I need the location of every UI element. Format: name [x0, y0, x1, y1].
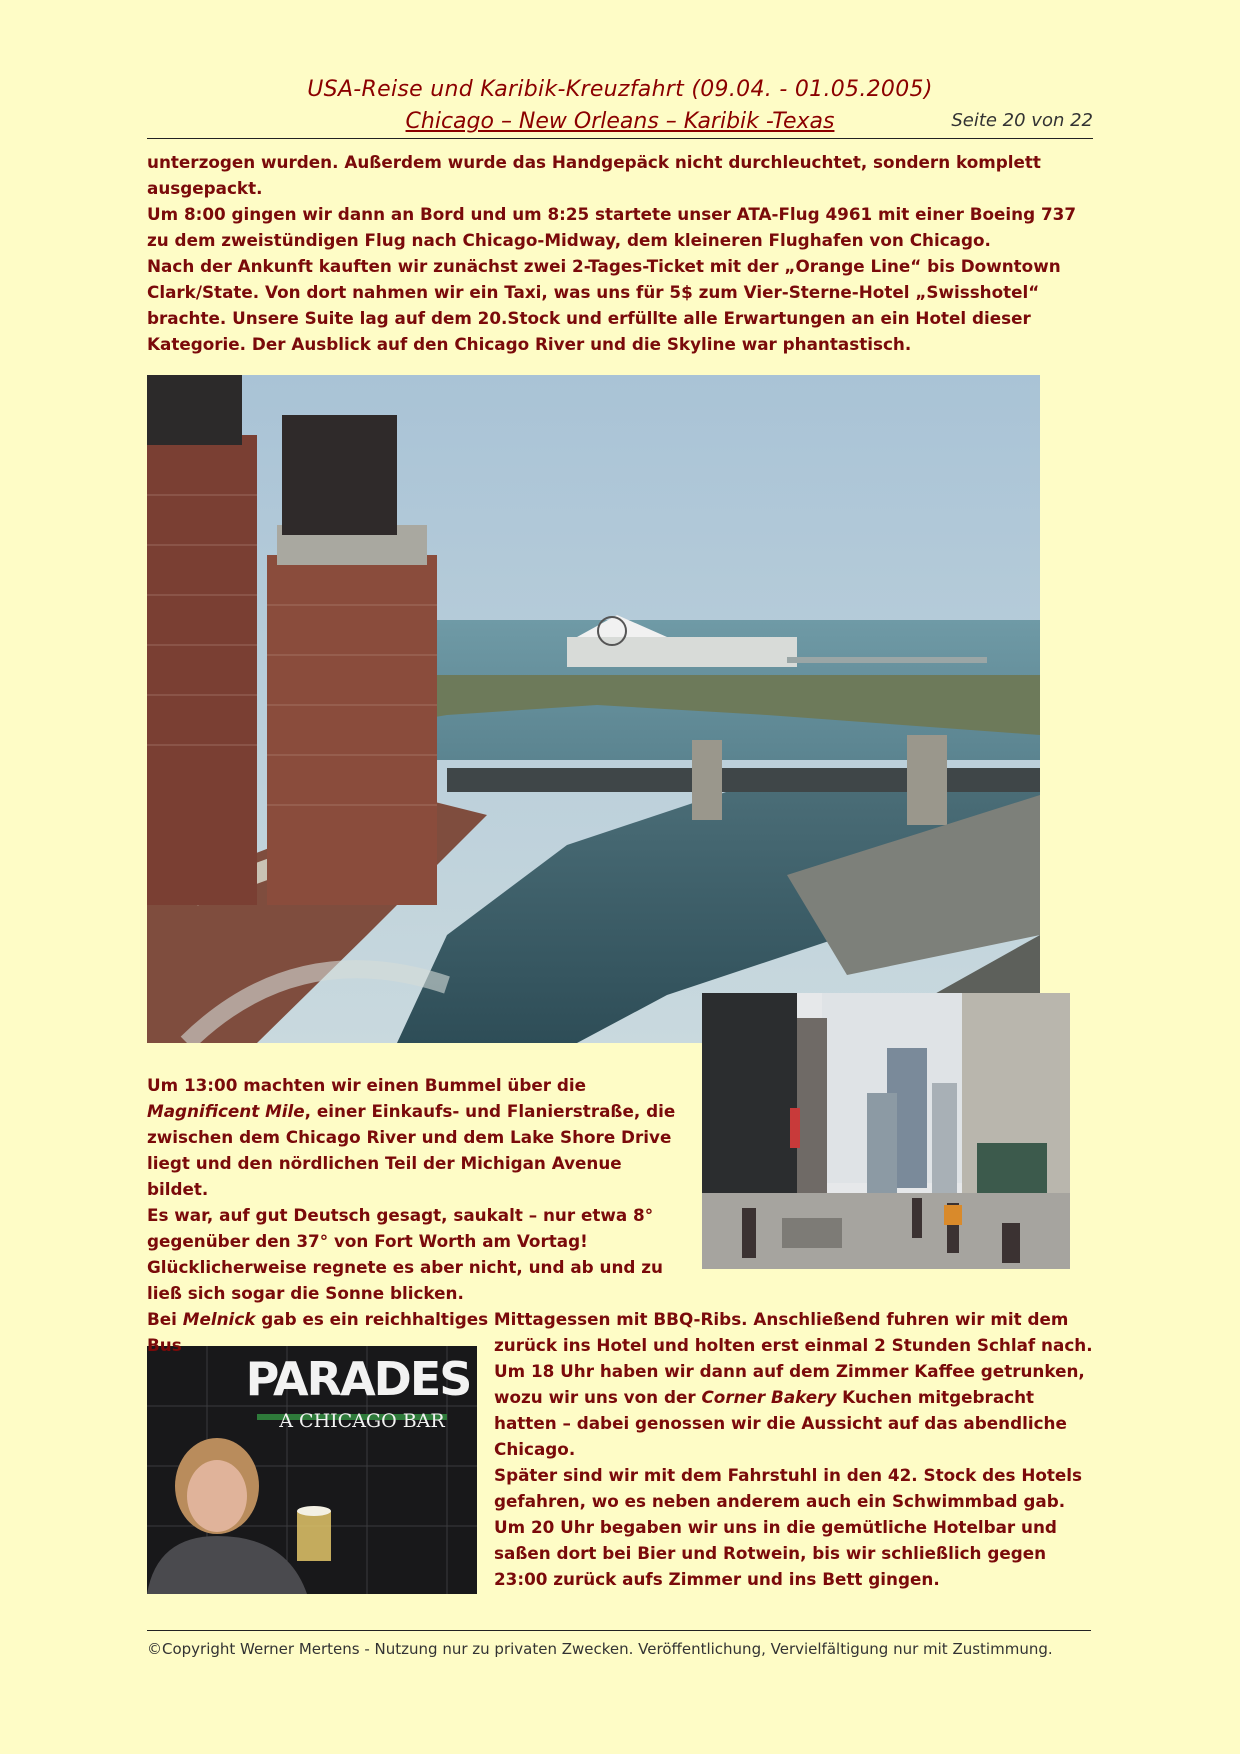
bar-sign-title: PARADES: [245, 1352, 471, 1406]
paragraph: [147, 1072, 687, 1202]
weather-text: [147, 1202, 687, 1306]
paragraph: Um 20 Uhr begaben wir uns in die gemütliche Hotelbar und saßen dort bei Bier und Rotwein, bis wir schließlich gegen 23:00 zurück aufs Zimmer und ins Bett gingen.: [494, 1517, 1057, 1589]
paragraph: Später sind wir mit dem Fahrstuhl in den 42. Stock des Hotels gefahren, wo es neben anderem auch ein Schwimmbad gab.: [494, 1465, 1083, 1511]
intro-text: [147, 149, 1097, 357]
text-run: Bei: [147, 1309, 183, 1329]
text-run: , einer Einkaufs- und Flanierstraße, die zwischen dem Chicago River und dem Lake Shore Drive liegt und den nördlichen Teil der Michigan Avenue bildet.: [147, 1101, 676, 1199]
hotel-bar-photo: [147, 1346, 477, 1594]
paragraph: Um 8:00 gingen wir dann an Bord und um 8:25 startete unser ATA-Flug 4961 mit einer Boeing 737 zu dem zweistündigen Flug nach Chicago-Midway, dem kleineren Flughafen von Chicago.: [147, 204, 1076, 250]
paragraph: unterzogen wurden. Außerdem wurde das Handgepäck nicht durchleuchtet, sondern komplett ausgepackt.: [147, 152, 1041, 198]
paragraph: Nach der Ankunft kauften wir zunächst zwei 2-Tages-Ticket mit der „Orange Line“ bis Downtown Clark/State. Von dort nahmen wir ein Taxi, was uns für 5$ zum Vier-Sterne-Hotel „Swisshotel“ brachte. Unsere Suite lag auf dem 20.Stock und erfüllte alle Erwartungen an ein Hotel dieser Kategorie. Der Ausblick auf den Chicago River und die Skyline war phantastisch.: [147, 256, 1061, 354]
page-header: [147, 74, 1093, 139]
paragraph: Es war, auf gut Deutsch gesagt, saukalt – nur etwa 8° gegenüber den 37° von Fort Worth am Vortag! Glücklicherweise regnete es aber nicht, und ab und zu ließ sich sogar die Sonne blicken.: [147, 1205, 663, 1303]
subtitle-row: [147, 106, 1093, 139]
document-title: USA-Reise und Karibik-Kreuzfahrt (09.04. - 01.05.2005): [307, 77, 933, 102]
bar-sign-subtitle: A CHICAGO BAR: [279, 1410, 445, 1432]
paragraph: [494, 1358, 1094, 1462]
evening-text: [494, 1332, 1094, 1592]
bakery-name: Corner Bakery: [701, 1387, 837, 1407]
mile-text: [147, 1072, 687, 1202]
river-photo-illustration: [147, 375, 1040, 1043]
chicago-river-photo: [147, 375, 1040, 1043]
paragraph: zurück ins Hotel und holten erst einmal 2 Stunden Schlaf nach.: [494, 1335, 1093, 1355]
page-number: Seite 20 von 22: [951, 110, 1093, 131]
magnificent-mile-photo: [702, 993, 1070, 1269]
text-run: Um 13:00 machten wir einen Bummel über die: [147, 1075, 587, 1095]
copyright-footer: ©Copyright Werner Mertens - Nutzung nur zu privaten Zwecken. Veröffentlichung, Vervielfältigung nur mit Zustimmung.: [147, 1630, 1091, 1662]
text-run: Kuchen mitgebracht hatten – dabei genossen wir die Aussicht auf das abendliche Chicago.: [494, 1387, 1067, 1459]
document-subtitle: Chicago – New Orleans – Karibik -Texas: [405, 109, 835, 134]
street-name: Magnificent Mile: [147, 1101, 305, 1121]
text-run: gab es ein reichhaltiges Mittagessen mit BBQ-Ribs. Anschließend fuhren wir mit dem Bus: [147, 1309, 1069, 1355]
restaurant-name: Melnick: [182, 1309, 256, 1329]
text-run: Um 18 Uhr haben wir dann auf dem Zimmer Kaffee getrunken, wozu wir uns von der: [494, 1361, 1085, 1407]
street-photo-illustration: [702, 993, 1070, 1269]
